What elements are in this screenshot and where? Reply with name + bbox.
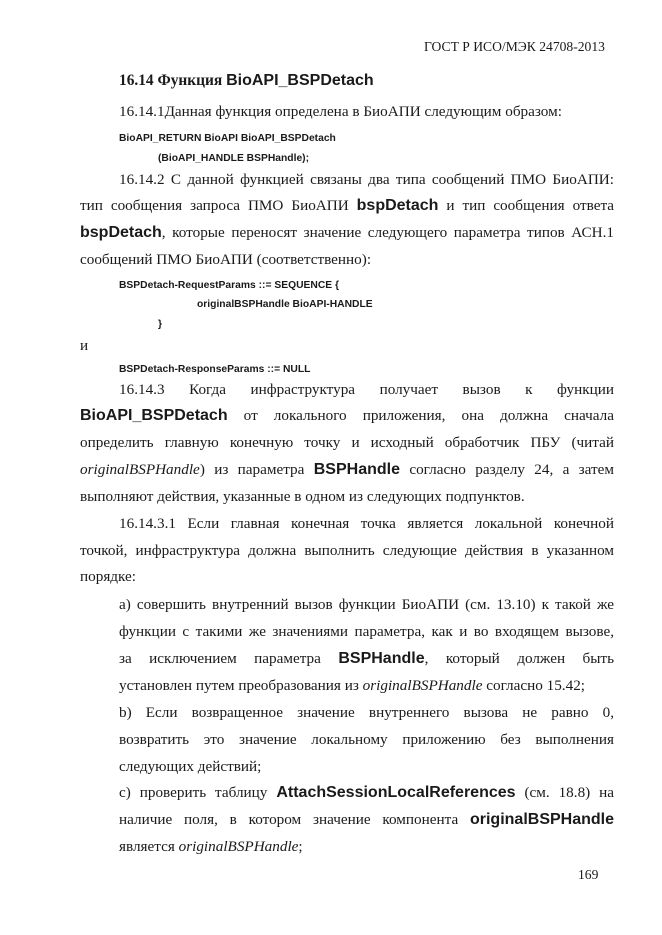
section-word: Функция — [157, 72, 223, 89]
keyword: bspDetach — [80, 224, 162, 241]
page-header: ГОСТ Р ИСО/МЭК 24708-2013 — [424, 39, 605, 54]
paragraph-16-14-2: 16.14.2 С данной функцией связаны два типа сообщений ПМО БиоАПИ: — [119, 171, 614, 188]
paragraph-line: bspDetach, которые переносят значение следующего параметра типов АСН.1 — [80, 224, 614, 241]
paragraph-line: выполняют действия, указанные в одном из следующих подпунктов. — [80, 488, 525, 505]
paragraph-16-14-1: 16.14.1Данная функция определена в БиоАПИ следующим образом: — [119, 103, 562, 120]
list-item-a: а) совершить внутренний вызов функции БиоАПИ (см. 13.10) к такой же — [119, 596, 614, 613]
paragraph-line: порядке: — [80, 568, 136, 585]
paragraph-line: определить главную конечную точку и исходный обработчик ПБУ (читай — [80, 434, 614, 451]
list-item-line: следующих действий; — [119, 758, 262, 775]
keyword: BioAPI_BSPDetach — [80, 407, 228, 424]
italic-term: originalBSPHandle — [80, 461, 200, 478]
page-number: 169 — [578, 867, 599, 882]
section-number: 16.14 — [119, 72, 154, 89]
list-item-line: за исключением параметра BSPHandle, который должен быть — [119, 650, 614, 667]
keyword: BSPHandle — [338, 650, 425, 667]
list-item-b: b) Если возвращенное значение внутреннего вызова не равно 0, — [119, 704, 614, 721]
keyword: bspDetach — [356, 197, 439, 214]
code-line: BSPDetach-RequestParams ::= SEQUENCE { — [119, 280, 340, 291]
conjunction: и — [80, 337, 89, 354]
paragraph-line: originalBSPHandle) из параметра BSPHandle согласно разделу 24, а затем — [80, 461, 615, 478]
list-item-line: функции с такими же значениями параметра, как и во входящем вызове, — [119, 623, 614, 640]
section-function-name: BioAPI_BSPDetach — [226, 72, 374, 89]
keyword: BSPHandle — [313, 461, 400, 478]
keyword: originalBSPHandle — [469, 811, 615, 828]
paragraph-16-14-3-1: 16.14.3.1 Если главная конечная точка является локальной конечной — [119, 515, 614, 532]
code-line: } — [158, 319, 163, 330]
list-item-line: является originalBSPHandle; — [119, 838, 303, 855]
keyword: AttachSessionLocalReferences — [276, 784, 516, 801]
list-item-line: установлен путем преобразования из originalBSPHandle согласно 15.42; — [119, 677, 586, 694]
italic-term: originalBSPHandle — [178, 838, 299, 855]
section-heading — [119, 72, 374, 90]
paragraph-16-14-3: 16.14.3 Когда инфраструктура получает вызов к функции — [119, 381, 614, 398]
paragraph-line: точкой, инфраструктура должна выполнить следующие действия в указанном — [80, 542, 614, 559]
paragraph-line: сообщений ПМО БиоАПИ (соответственно): — [80, 251, 372, 268]
code-line: (BioAPI_HANDLE BSPHandle); — [158, 153, 310, 164]
list-item-line: возвратить это значение локальному приложению без выполнения — [119, 731, 614, 748]
code-line: originalBSPHandle BioAPI-HANDLE — [197, 299, 373, 310]
code-line: BioAPI_RETURN BioAPI BioAPI_BSPDetach — [119, 133, 336, 144]
italic-term: originalBSPHandle — [362, 677, 483, 694]
code-line: BSPDetach-ResponseParams ::= NULL — [119, 364, 311, 375]
paragraph-line: BioAPI_BSPDetach от локального приложения, она должна сначала — [80, 407, 614, 424]
list-item-line: наличие поля, в котором значение компонента originalBSPHandle — [119, 811, 615, 828]
paragraph-line: тип сообщения запроса ПМО БиоАПИ bspDetach и тип сообщения ответа — [80, 197, 615, 214]
list-item-c: с) проверить таблицу AttachSessionLocalReferences (см. 18.8) на — [119, 784, 615, 801]
